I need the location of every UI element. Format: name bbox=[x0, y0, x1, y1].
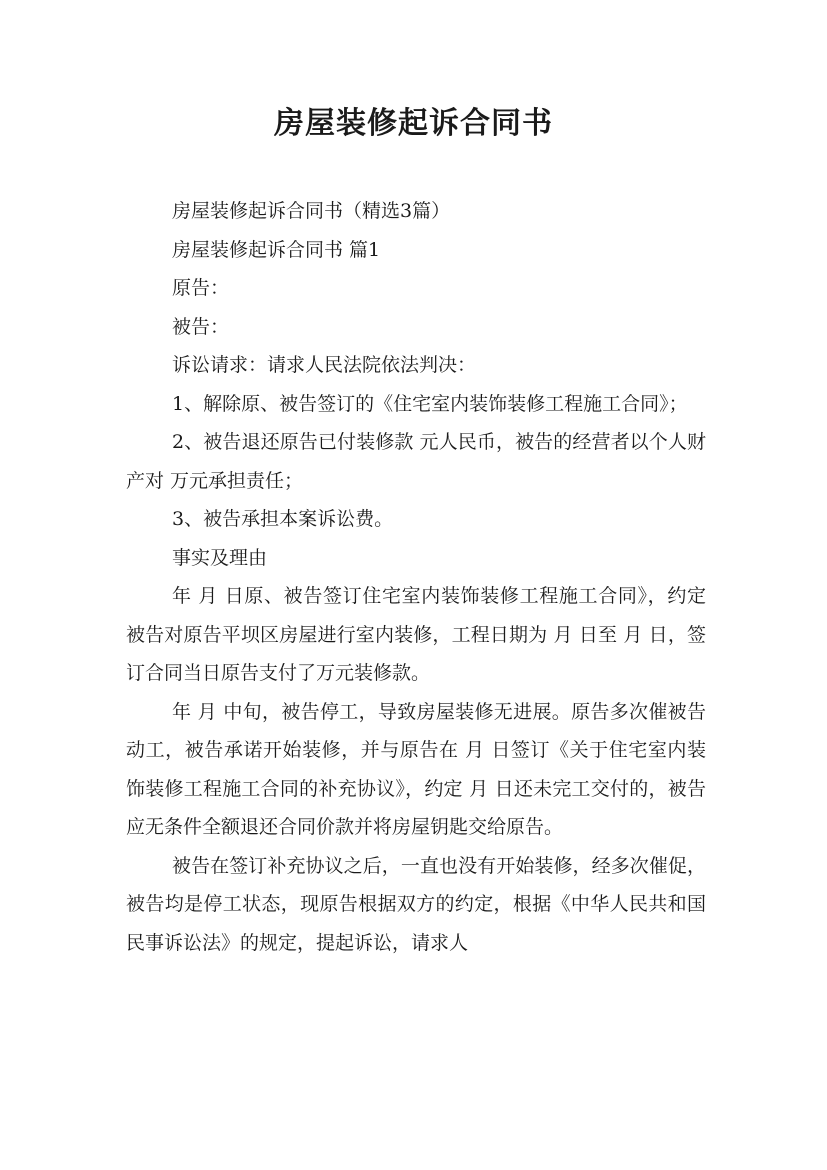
document-title: 房屋装修起诉合同书 bbox=[274, 106, 553, 141]
paragraph-facts-2: 年 月 中旬，被告停工，导致房屋装修无进展。原告多次催被告动工，被告承诺开始装修，并与原告在 月 日签订《关于住宅室内装饰装修工程施工合同的补充协议》，约定 月 日还未完工交付的，被告应无条件全额退还合同价款并将房屋钥匙交给原告。 bbox=[126, 700, 706, 838]
paragraph-claim-1: 1、解除原、被告签订的《住宅室内装饰装修工程施工合同》； bbox=[172, 392, 688, 415]
document-body bbox=[126, 192, 706, 962]
paragraph-facts-heading: 事实及理由 bbox=[172, 546, 268, 569]
paragraph-claim-3: 3、被告承担本案诉讼费。 bbox=[172, 508, 394, 530]
paragraph-facts-3: 被告在签订补充协议之后，一直也没有开始装修，经多次催促，被告均是停工状态，现原告根据双方的约定，根据《中华人民共和国民事诉讼法》的规定，提起诉讼，请求人 bbox=[126, 854, 706, 954]
paragraph-facts-1: 年 月 日原、被告签订住宅室内装饰装修工程施工合同》，约定被告对原告平坝区房屋进行室内装修，工程日期为 月 日至 月 日，签订合同当日原告支付了万元装修款。 bbox=[126, 585, 706, 684]
paragraph-claims-heading: 诉讼请求：请求人民法院依法判决： bbox=[172, 354, 477, 376]
paragraph-claim-2: 2、被告退还原告已付装修款 元人民币，被告的经营者以个人财产对 万元承担责任； bbox=[126, 431, 706, 492]
paragraph-subtitle: 房屋装修起诉合同书（精选3篇） bbox=[172, 200, 451, 222]
paragraph-plaintiff: 原告： bbox=[172, 277, 230, 299]
paragraph-section-heading: 房屋装修起诉合同书 篇1 bbox=[172, 238, 381, 261]
paragraph-defendant: 被告： bbox=[172, 315, 230, 338]
